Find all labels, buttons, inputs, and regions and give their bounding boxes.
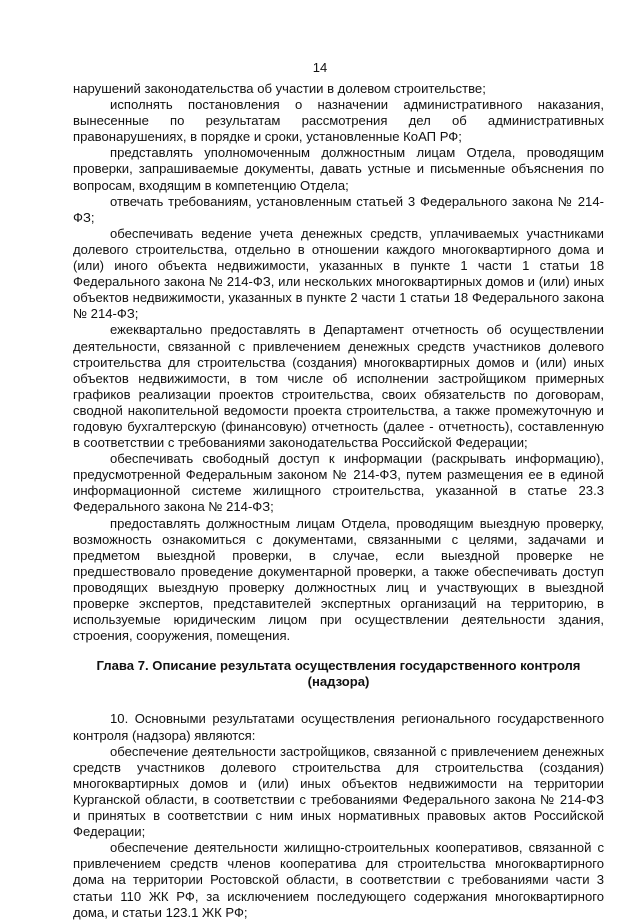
chapter-title-line: (надзора) [307, 674, 370, 690]
paragraph: предоставлять должностным лицам Отдела, проводящим выездную проверку, возможность ознакомиться с документами, связанными с целями, задачами и предметом выездной проверки, в случае, если выездной проверке не предшествовало проведение документарной проверки, а также обеспечивать доступ проводящих выездную проверку должностных лиц и участвующих в выездной проверке экспертов, представителей экспертных организаций на территорию, в используемые юридическим лицом при осуществлении деятельности здания, строения, сооружения, помещения. [73, 515, 604, 644]
paragraph: исполнять постановления о назначении административного наказания, вынесенные по результатам рассмотрения дел об административных правонарушениях, в порядке и сроки, установленные КоАП РФ; [73, 97, 604, 145]
paragraph: нарушений законодательства об участии в долевом строительстве; [73, 81, 486, 96]
paragraph: отвечать требованиям, установленным статьей 3 Федерального закона № 214-ФЗ; [73, 193, 604, 225]
paragraph: представлять уполномоченным должностным лицам Отдела, проводящим проверки, запрашиваемые документы, давать устные и письменные объяснения по вопросам, входящим в компетенцию Отдела; [73, 145, 604, 193]
document-body [73, 81, 604, 921]
paragraph: ежеквартально предоставлять в Департамент отчетность об осуществлении деятельности, связанной с привлечением денежных средств участников долевого строительства для строительства (создания) многоквартирных домов и (или) иных объектов недвижимости, в том числе об исполнении застройщиком примерных графиков реализации проектов строительства, своих обязательств по договорам, сводной накопительной ведомости проекта строительства, а также промежуточную и годовую бухгалтерскую (финансовую) отчетность (далее - отчетность), составленную в соответствии с требованиями законодательства Российской Федерации; [73, 322, 604, 451]
paragraph: обеспечивать свободный доступ к информации (раскрывать информацию), предусмотренной Федеральным законом № 214-ФЗ, путем размещения ее в единой информационной системе жилищного строительства, указанной в статье 23.3 Федерального закона № 214-ФЗ; [73, 451, 604, 515]
paragraph: 10. Основными результатами осуществления регионального государственного контроля (надзора) являются: [73, 711, 604, 743]
chapter-title-line: Глава 7. Описание результата осуществления государственного контроля [96, 658, 581, 674]
chapter-title [73, 658, 604, 690]
page-number: 14 [312, 60, 328, 75]
paragraph: обеспечение деятельности жилищно-строительных кооперативов, связанной с привлечением средств членов кооператива для строительства многоквартирного дома на территории Ростовской области, в соответствии с требованиями части 3 статьи 110 ЖК РФ, за исключением последующего содержания многоквартирного дома, и статьи 123.1 ЖК РФ; [73, 840, 604, 920]
paragraph: обеспечение деятельности застройщиков, связанной с привлечением денежных средств участников долевого строительства для строительства (создания) многоквартирных домов и (или) иных объектов недвижимости на территории Курганской области, в соответствии с требованиями Федерального закона № 214-ФЗ и принятых в соответствии с ним иных нормативных правовых актов Российской Федерации; [73, 743, 604, 840]
paragraph: обеспечивать ведение учета денежных средств, уплачиваемых участниками долевого строительства, отдельно в отношении каждого многоквартирного дома и (или) иного объекта недвижимости, указанных в пункте 1 части 1 статьи 18 Федерального закона № 214-ФЗ, или нескольких многоквартирных домов и (или) иных объектов недвижимости, указанных в пункте 2 части 1 статьи 18 Федерального закона № 214-ФЗ; [73, 225, 604, 322]
